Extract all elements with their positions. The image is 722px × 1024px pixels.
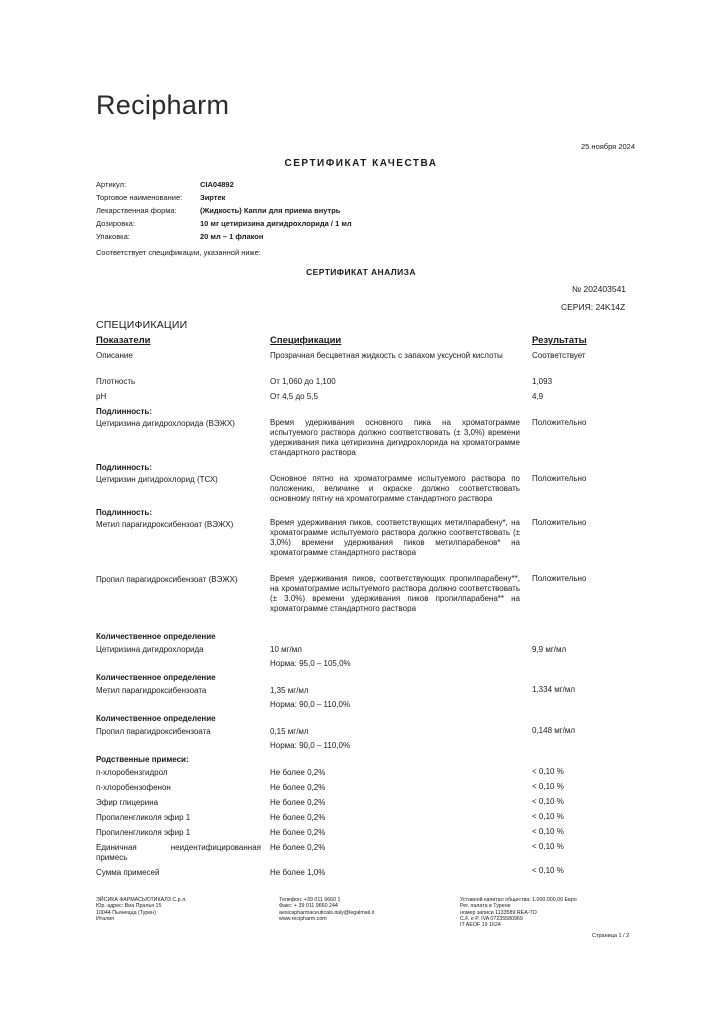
table-row-specification: Время удерживания пиков, соответствующих метилпарабену*, на хроматограмме испытуемого раствора должно соответствовать (± 3,0%) времени удерживания пиков метилпарабенов* на хроматограмме стандартного раствора — [270, 518, 520, 557]
analysis-title: СЕРТИФИКАТ АНАЛИЗА — [306, 267, 416, 277]
footer-legal — [460, 897, 577, 928]
group-heading: Количественное определение — [96, 714, 216, 723]
table-row-result: 4,9 — [532, 392, 544, 401]
table-row-parameter: Цетиризин дигидрохлорид (ТСХ) — [96, 475, 218, 484]
group-heading: Количественное определение — [96, 673, 216, 682]
column-header-parameters: Показатели — [96, 335, 151, 346]
table-row-parameter: Пропиленгликоля эфир 1 — [96, 828, 191, 837]
table-row-parameter: Цетиризина дигидрохлорида — [96, 645, 204, 654]
table-row-norm: Норма: 95,0 – 105,0% — [270, 659, 351, 668]
footer-line: Уставной капитал общества: 1.000.000,00 Евро — [460, 897, 577, 903]
recipharm-logo: Recipharm — [96, 90, 230, 120]
table-row-parameter: Сумма примесей — [96, 868, 160, 877]
certificate-title: СЕРТИФИКАТ КАЧЕСТВА — [284, 158, 438, 169]
series-number: СЕРИЯ: 24K14Z — [561, 302, 626, 312]
table-row-specification: От 1,060 до 1,100 — [270, 377, 336, 386]
footer-line: C.F. e P. IVA 07235580969 — [460, 915, 523, 922]
table-row-result: 1,093 — [532, 377, 553, 386]
table-row-specification: Не более 0,2% — [270, 783, 326, 792]
table-row-parameter: Единичная неидентифицированная примесь — [96, 843, 261, 862]
table-row-specification: Время удерживания основного пика на хроматограмме испытуемого раствора должно соответствовать (± 3,0%) времени удерживания пика цетиризина дигидрохлорида на хроматограмме стандартного раствора — [270, 418, 520, 457]
table-row-parameter: Метил парагидроксибензоата — [96, 686, 207, 695]
group-heading: Родственные примеси: — [96, 755, 189, 764]
table-row-parameter: Пропил парагидроксибензоата — [96, 727, 211, 736]
footer-line: Телефон: +39 011 9660 1 — [279, 897, 341, 903]
info-label: Лекарственная форма: — [96, 206, 177, 215]
info-value: (Жидкость) Капли для приема внутрь — [200, 206, 341, 215]
info-value: 10 мг цетиризина дигидрохлорида / 1 мл — [200, 219, 352, 228]
table-row-specification: Не более 1,0% — [270, 868, 326, 877]
page-number: Страница 1 / 2 — [592, 933, 630, 939]
table-row-result: 1,334 мг/мл — [532, 685, 576, 694]
table-row-specification: Время удерживания пиков, соответствующих пропилпарабену**, на хроматограмме испытуемого раствора должно соответствовать (± 3,0%) времени удерживания пиков пропилпарабена** на хроматограмме стандартного раствора — [270, 574, 520, 613]
table-row-specification: 10 мг/мл — [270, 645, 302, 654]
group-heading: Подлинность: — [96, 463, 153, 472]
table-row-result: Соответствует — [532, 351, 586, 360]
group-heading: Подлинность: — [96, 508, 153, 517]
table-row-specification: Не более 0,2% — [270, 798, 326, 807]
footer-line: номер записи 1133589 REA-TO — [460, 909, 537, 916]
table-row-norm: Норма: 90,0 – 110,0% — [270, 700, 351, 709]
column-header-results: Результаты — [532, 335, 587, 346]
table-row-parameter: Плотность — [96, 377, 136, 386]
table-row-parameter: п-хлоробензофенон — [96, 783, 171, 792]
table-row-specification: Не более 0,2% — [270, 843, 326, 852]
table-row-specification: От 4,5 до 5,5 — [270, 392, 318, 401]
footer-line: IT AEOF 19 1624 — [460, 922, 501, 929]
table-row-result: 9,9 мг/мл — [532, 645, 567, 654]
info-value: CIA04892 — [200, 180, 234, 189]
table-row-result: Положительно — [532, 518, 587, 527]
table-row-specification: Не более 0,2% — [270, 828, 326, 837]
info-value: Зиртек — [200, 193, 226, 202]
info-value: 20 мл – 1 флакон — [200, 232, 264, 241]
table-row-specification: Не более 0,2% — [270, 768, 326, 777]
group-heading: Подлинность: — [96, 407, 153, 416]
footer-line: ЭЙСИКА ФАРМАСЬЮТИКАЛЗ С.р.л. — [96, 897, 187, 903]
table-row-parameter: Эфир глицерина — [96, 798, 159, 807]
table-row-result: 0,148 мг/мл — [532, 726, 576, 735]
table-row-specification: 1,35 мг/мл — [270, 686, 309, 695]
table-row-specification: Не более 0,2% — [270, 813, 326, 822]
specifications-heading: СПЕЦИФИКАЦИИ — [96, 319, 188, 331]
table-row-parameter: Метил парагидроксибензоат (ВЭЖХ) — [96, 520, 234, 529]
table-row-parameter: Пропил парагидроксибензоат (ВЭЖХ) — [96, 575, 238, 584]
table-row-parameter: pH — [96, 392, 107, 401]
info-label: Дозировка: — [96, 219, 135, 228]
footer-company — [96, 897, 187, 922]
table-row-result: < 0,10 % — [532, 842, 564, 851]
footer-line: Рег. палата в Турене — [460, 903, 511, 910]
column-header-specifications: Спецификации — [270, 335, 342, 346]
table-row-result: Положительно — [532, 574, 587, 583]
footer-line: www.recipharm.com — [279, 915, 327, 922]
footer-line: aesicapharmaceuticals.italy@legalmail.it — [279, 909, 375, 916]
table-row-specification: 0,15 мг/мл — [270, 727, 309, 736]
footer-line: Факс: + 39 011 9660 244 — [279, 903, 338, 910]
footer-line: Юр. адрес: Виа Пралья 15 — [96, 903, 162, 910]
certificate-number: № 202403541 — [572, 284, 627, 294]
table-row-result: < 0,10 % — [532, 866, 564, 875]
table-row-parameter: Описание — [96, 351, 133, 360]
table-row-parameter: Пропиленгликоля эфир 1 — [96, 813, 191, 822]
table-row-result: < 0,10 % — [532, 827, 564, 836]
info-label: Торговое наименование: — [96, 193, 183, 202]
complies-statement: Соответствует спецификации, указанной ниже: — [96, 248, 261, 257]
table-row-result: < 0,10 % — [532, 797, 564, 806]
table-row-result: Положительно — [532, 418, 587, 427]
table-row-specification: Прозрачная бесцветная жидкость с запахом уксусной кислоты — [270, 351, 503, 360]
table-row-parameter: п-хлоробензгидрол — [96, 768, 168, 777]
table-row-norm: Норма: 90,0 – 110,0% — [270, 741, 351, 750]
group-heading: Количественное определение — [96, 632, 216, 641]
document-date: 25 ноября 2024 — [581, 142, 636, 151]
table-row-specification: Основное пятно на хроматограмме испытуемого раствора по положению, величине и окраске должно соответствовать основному пятну на хроматограмме стандартного раствора — [270, 474, 520, 503]
info-label: Артикул: — [96, 180, 127, 189]
table-row-result: Положительно — [532, 474, 587, 483]
table-row-result: < 0,10 % — [532, 782, 564, 791]
info-label: Упаковка: — [96, 232, 130, 241]
table-row-result: < 0,10 % — [532, 767, 564, 776]
footer-contacts — [279, 897, 374, 922]
footer-line: 10044 Пьянецца (Турен) — [96, 909, 156, 916]
footer-line: Италия — [96, 915, 115, 922]
table-row-result: < 0,10 % — [532, 812, 564, 821]
table-row-parameter: Цетиризина дигидрохлорида (ВЭЖХ) — [96, 419, 235, 428]
